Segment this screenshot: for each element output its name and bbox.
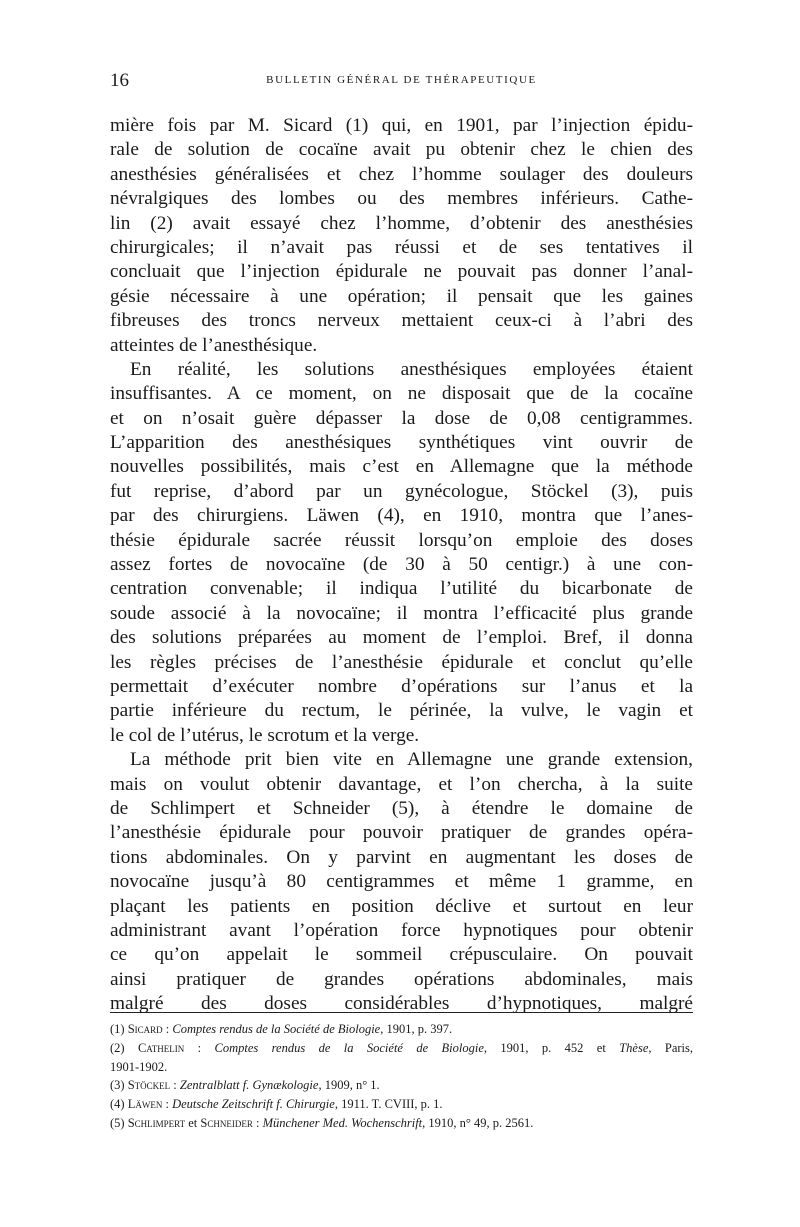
text-line: novocaïne jusqu’à 80 centigrammes et même 1 gramme, en [110, 871, 693, 893]
footnote-reference: , Paris, [648, 1040, 694, 1055]
footnote-journal: Deutsche Zeitschrift f. Chirurgie [172, 1097, 335, 1112]
text-line: l’anesthésie épidurale pour pouvoir pratiquer de grandes opéra- [110, 822, 693, 844]
body-text [110, 114, 693, 1016]
text-line: insuffisantes. A ce moment, on ne disposait que de la cocaïne [110, 383, 693, 405]
text-line: le col de l’utérus, le scrotum et la verge. [110, 724, 420, 746]
text-line: par des chirurgiens. Läwen (4), en 1910, montra que l’anes- [110, 505, 693, 527]
footnote-author: Schneider [200, 1115, 253, 1130]
text-line: soude associé à la novocaïne; il montra l’efficacité plus grande [110, 602, 693, 624]
footnote-2 [110, 1039, 693, 1058]
footnote-thesis: Thèse [619, 1040, 649, 1055]
footnote-divider [110, 1012, 693, 1013]
text-line: En réalité, les solutions anesthésiques employées étaient [130, 358, 693, 380]
text-line: La méthode prit bien vite en Allemagne une grande extension, [130, 749, 693, 771]
footnote-author: Cathelin [137, 1040, 185, 1055]
footnote-author: Stöckel [127, 1078, 171, 1093]
text-line: chirurgicales; il n’avait pas réussi et de ses tentatives il [110, 236, 693, 258]
text-line: des solutions préparées au moment de l’emploi. Bref, il donna [110, 627, 693, 649]
text-line: névralgiques des lombes ou des membres inférieurs. Cathe- [110, 188, 693, 210]
footnote-reference: , 1909, n° 1. [318, 1078, 380, 1093]
text-line: nouvelles possibilités, mais c’est en Allemagne que la méthode [110, 456, 693, 478]
text-line: atteintes de l’anesthésique. [110, 334, 318, 356]
text-line: administrant avant l’opération force hypnotiques pour obtenir [110, 919, 693, 941]
footnote-1 [110, 1020, 693, 1039]
footnote-number: (1) [110, 1022, 125, 1036]
footnote-separator: : [162, 1022, 173, 1036]
footnote-journal: Münchener Med. Wochenschrift [262, 1115, 423, 1130]
text-line: partie inférieure du rectum, le périnée, la vulve, le vagin et [110, 700, 693, 722]
text-line: concluait que l’injection épidurale ne pouvait pas donner l’anal- [110, 261, 693, 283]
text-line: de Schlimpert et Schneider (5), à étendre le domaine de [110, 797, 693, 819]
footnote-journal: Zentralblatt f. Gynækologie [179, 1078, 319, 1093]
text-line: permettait d’exécuter nombre d’opérations sur l’anus et la [110, 675, 693, 697]
text-line: plaçant les patients en position déclive et surtout en leur [110, 895, 693, 917]
text-line: malgré des doses considérables d’hypnotiques, malgré [110, 993, 693, 1015]
page-header [110, 70, 693, 100]
text-line: tions abdominales. On y parvint en augmentant les doses de [110, 846, 693, 868]
footnote-3 [110, 1076, 693, 1095]
footnote-conjunction: et [185, 1115, 201, 1130]
footnotes [110, 1020, 693, 1133]
text-line: thésie épidurale sacrée réussit lorsqu’on emploie des doses [110, 529, 693, 551]
text-line: fut reprise, d’abord par un gynécologue, Stöckel (3), puis [110, 480, 693, 502]
text-line: L’apparition des anesthésiques synthétiques vint ouvrir de [110, 432, 693, 454]
footnote-reference: , 1910, n° 49, p. 2561. [422, 1115, 534, 1130]
footnote-reference: , 1911. T. CVIII, p. 1. [334, 1097, 443, 1112]
text-line: anesthésies généralisées et chez l’homme soulager des douleurs [110, 163, 693, 185]
text-line: gésie nécessaire à une opération; il pensait que les gaines [110, 285, 693, 307]
running-title: BULLETIN GÉNÉRAL DE THÉRAPEUTIQUE [266, 74, 537, 86]
footnote-number: (5) [110, 1115, 125, 1130]
text-line: les règles précises de l’anesthésie épidurale et conclut qu’elle [110, 651, 693, 673]
page-number: 16 [110, 70, 129, 91]
text-line: mière fois par M. Sicard (1) qui, en 1901, par l’injection épidu- [110, 115, 693, 136]
text-line: rale de solution de cocaïne avait pu obtenir chez le chien des [110, 139, 693, 161]
footnote-number: (3) [110, 1078, 125, 1093]
footnote-author: Schlimpert [127, 1115, 186, 1130]
footnote-journal: Comptes rendus de la Société de Biologie [214, 1040, 484, 1055]
footnote-5 [110, 1114, 693, 1133]
text-line: fibreuses des troncs nerveux mettaient ceux-ci à l’abri des [110, 310, 693, 332]
text-line: centration convenable; il indiqua l’utilité du bicarbonate de [110, 578, 693, 600]
footnote-separator: : [252, 1115, 263, 1130]
footnote-4 [110, 1095, 693, 1114]
text-line: ce qu’on appelait le sommeil crépusculaire. On pouvait [110, 944, 693, 966]
footnote-separator: : [162, 1097, 173, 1112]
footnote-number: (2) [110, 1040, 125, 1055]
text-line: mais on voulut obtenir davantage, et l’on chercha, à la suite [110, 773, 693, 795]
footnote-reference: , 1901, p. 452 et [483, 1040, 620, 1055]
footnote-reference: , 1901, p. 397. [380, 1022, 453, 1036]
footnote-number: (4) [110, 1097, 125, 1112]
text-line: et on n’osait guère dépasser la dose de 0,08 centigrammes. [110, 407, 693, 429]
text-line: lin (2) avait essayé chez l’homme, d’obtenir des anesthésies [110, 212, 693, 234]
footnote-author: Sicard [127, 1022, 163, 1036]
text-line: assez fortes de novocaïne (de 30 à 50 centigr.) à une con- [110, 554, 693, 576]
footnote-journal: Comptes rendus de la Société de Biologie [172, 1022, 381, 1036]
footnote-author: Läwen [127, 1097, 163, 1112]
footnote-separator: : [184, 1040, 215, 1055]
text-line: ainsi pratiquer de grandes opérations abdominales, mais [110, 968, 693, 990]
footnote-separator: : [170, 1078, 180, 1093]
footnote-2-continuation: 1901-1902. [110, 1059, 168, 1074]
